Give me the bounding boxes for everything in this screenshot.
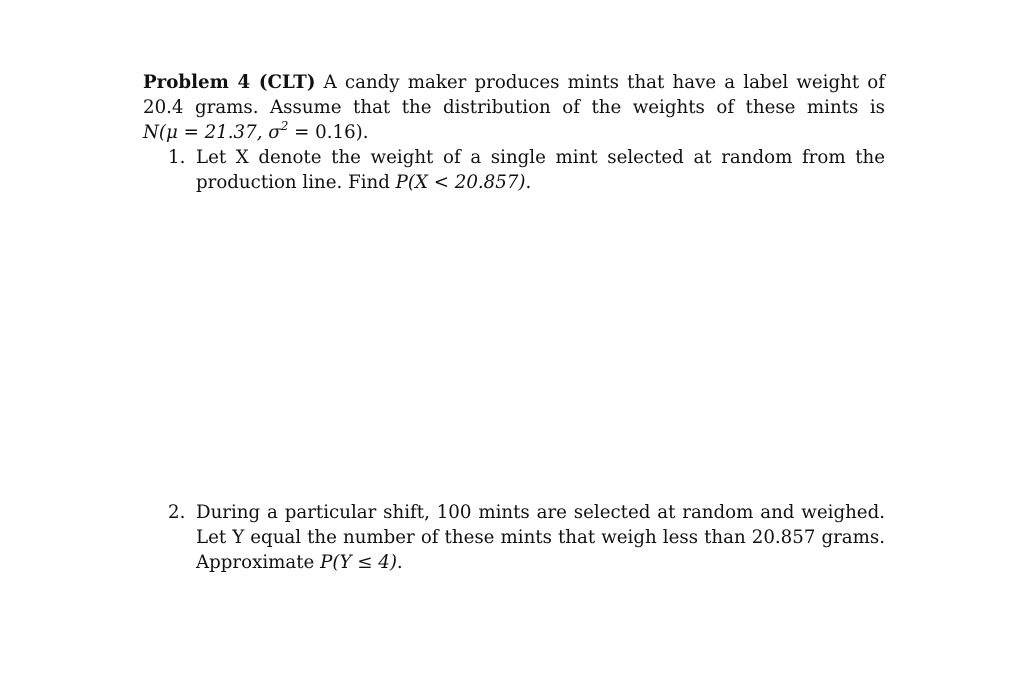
problem-intro xyxy=(143,70,885,145)
item-text: During a particular shift, 100 mints are selected at random and weighed. Let Y equal the number of these mints that weigh less than 20.857 grams. Approximate xyxy=(196,502,885,573)
distribution-formula xyxy=(143,118,369,143)
item-tail: . xyxy=(525,172,532,193)
problem-item-2 xyxy=(143,500,885,575)
problem-heading: Problem 4 (CLT) xyxy=(143,72,316,93)
item-number: 1. xyxy=(168,147,186,168)
problem-item-1 xyxy=(143,145,885,195)
item-text: Let X denote the weight of a single mint selected at random from the production line. Find xyxy=(196,147,885,193)
distribution-open: N(μ = 21.37, σ xyxy=(143,122,281,143)
distribution-sup: 2 xyxy=(280,118,289,133)
distribution-close: = 0.16). xyxy=(294,122,369,143)
item-math: P(X < 20.857) xyxy=(395,172,526,193)
item-number: 2. xyxy=(168,502,186,523)
item-tail: . xyxy=(396,552,403,573)
item-math: P(Y ≤ 4) xyxy=(320,552,397,573)
problem-item-2-wrapper xyxy=(143,500,885,575)
problem-4 xyxy=(143,70,885,195)
problem-intro-text: A candy maker produces mints that have a label weight of 20.4 grams. Assume that the distribution of the weights of these mints is xyxy=(143,72,885,118)
